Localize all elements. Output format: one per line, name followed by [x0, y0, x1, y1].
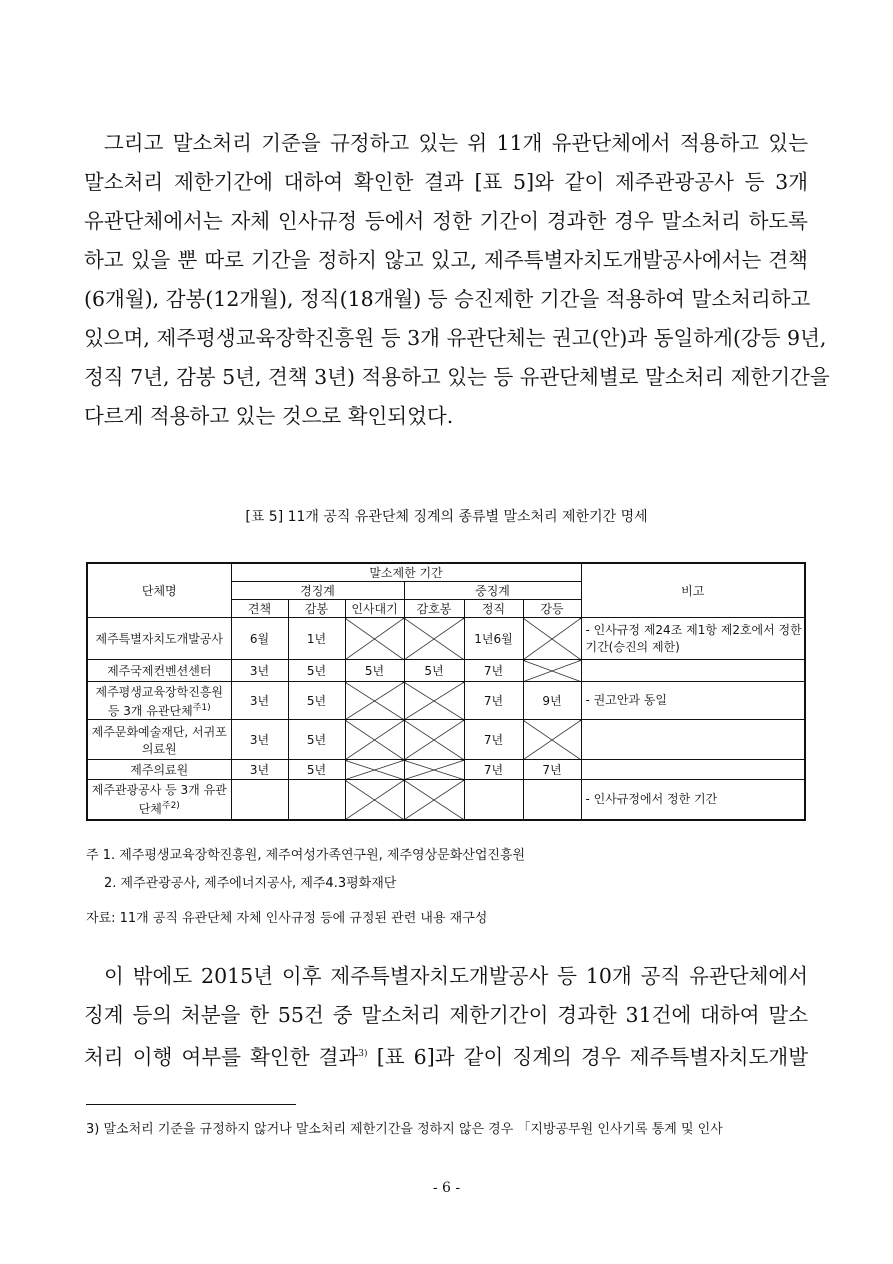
cell [523, 780, 581, 820]
row-org: 제주국제컨벤션센터 [87, 660, 231, 682]
table-row [87, 780, 805, 820]
cell [464, 780, 523, 820]
cross-cell [523, 618, 581, 660]
cell: 3년 [231, 720, 288, 760]
header-org: 단체명 [87, 563, 231, 618]
cell: 5년 [288, 660, 345, 682]
header-period: 말소제한 기간 [231, 563, 581, 582]
cross-cell [404, 720, 464, 760]
cell: 7년 [464, 660, 523, 682]
table-row [87, 618, 805, 660]
footnote: 3) 말소처리 기준을 규정하지 않거나 말소처리 제한기간을 정하지 않은 경우 「지방공무원 인사기록 통계 및 인사 [86, 1122, 723, 1137]
paragraph-line: 있으며, 제주평생교육장학진흥원 등 3개 유관단체는 권고(안)과 동일하게(강등 9년, [84, 326, 827, 350]
paragraph-line: 이 밖에도 2015년 이후 제주특별자치도개발공사 등 10개 공직 유관단체에서 [104, 964, 808, 988]
paragraph-line: (6개월), 감봉(12개월), 정직(18개월) 등 승진제한 기간을 적용하여 말소처리하고 [84, 287, 811, 311]
cross-cell [345, 720, 404, 760]
table-note-1: 주 1. 제주평생교육장학진흥원, 제주여성가족연구원, 제주영상문화산업진흥원 [86, 848, 526, 863]
cell: 3년 [231, 660, 288, 682]
paragraph-line: 말소처리 제한기간에 대하여 확인한 결과 [표 5]와 같이 제주관광공사 등 3개 [84, 170, 808, 194]
cell: 3년 [231, 682, 288, 720]
row-remark [581, 720, 805, 760]
cell: 5년 [404, 660, 464, 682]
header-col: 감호봉 [404, 600, 464, 618]
body-paragraph-2 [84, 957, 808, 1077]
table-row [87, 720, 805, 760]
row-org-footnote: 주1) [192, 702, 211, 713]
table-note-2: 2. 제주관광공사, 제주에너지공사, 제주4.3평화재단 [104, 876, 397, 891]
table-row [87, 660, 805, 682]
paragraph-line: 그리고 말소처리 기준을 규정하고 있는 위 11개 유관단체에서 적용하고 있는 [104, 131, 808, 155]
row-remark: - 인사규정에서 정한 기간 [581, 780, 805, 820]
page-number: - 6 - [432, 1180, 461, 1196]
cell: 7년 [464, 720, 523, 760]
row-remark: - 권고안과 동일 [581, 682, 805, 720]
cross-cell [523, 660, 581, 682]
cross-cell [345, 618, 404, 660]
row-org: 제주특별자치도개발공사 [87, 618, 231, 660]
cross-cell [523, 720, 581, 760]
cell: 5년 [288, 720, 345, 760]
row-org [87, 780, 231, 820]
header-remarks: 비고 [581, 563, 805, 618]
cell [288, 780, 345, 820]
cell [231, 780, 288, 820]
row-remark: - 인사규정 제24조 제1항 제2호에서 정한 기간(승진의 제한) [581, 618, 805, 660]
cell: 9년 [523, 682, 581, 720]
row-org: 제주문화예술재단, 서귀포의료원 [87, 720, 231, 760]
header-light: 경징계 [231, 582, 404, 600]
paragraph-line: 다르게 적용하고 있는 것으로 확인되었다. [84, 404, 454, 428]
line-text: [표 6]과 같이 징계의 경우 제주특별자치도개발 [367, 1044, 809, 1069]
cell: 1년6월 [464, 618, 523, 660]
paragraph-line: 징계 등의 처분을 한 55건 중 말소처리 제한기간이 경과한 31건에 대하여 말소 [84, 1003, 808, 1027]
footnote-ref[interactable]: 3) [358, 1049, 368, 1059]
cell: 3년 [231, 760, 288, 780]
cross-cell [345, 780, 404, 820]
table-row [87, 760, 805, 780]
row-org [87, 682, 231, 720]
header-heavy: 중징계 [404, 582, 581, 600]
cell: 1년 [288, 618, 345, 660]
row-org-text: 제주평생교육장학진흥원 등 3개 유관단체 [95, 684, 223, 718]
cell: 7년 [464, 682, 523, 720]
discipline-table [86, 562, 804, 821]
cell: 5년 [288, 682, 345, 720]
paragraph-line: 정직 7년, 감봉 5년, 견책 3년) 적용하고 있는 등 유관단체별로 말소처리 제한기간을 [84, 365, 830, 389]
paragraph-line: 유관단체에서는 자체 인사규정 등에서 정한 기간이 경과한 경우 말소처리 하도록 [84, 209, 808, 233]
cross-cell [404, 682, 464, 720]
cell: 5년 [288, 760, 345, 780]
cross-cell [404, 760, 464, 780]
header-col: 강등 [523, 600, 581, 618]
footnote-divider [86, 1104, 296, 1105]
table-source: 자료: 11개 공직 유관단체 자체 인사규정 등에 규정된 관련 내용 재구성 [86, 911, 488, 926]
header-col: 정직 [464, 600, 523, 618]
cross-cell [345, 682, 404, 720]
line-text: 처리 이행 여부를 확인한 결과 [84, 1044, 359, 1069]
paragraph-line: 하고 있을 뿐 따로 기간을 정하지 않고 있고, 제주특별자치도개발공사에서는 견책 [84, 248, 808, 272]
row-remark [581, 760, 805, 780]
body-paragraph-1 [84, 124, 830, 436]
table-caption: [표 5] 11개 공직 유관단체 징계의 종류별 말소처리 제한기간 명세 [245, 509, 648, 525]
table-row [87, 682, 805, 720]
header-col: 감봉 [288, 600, 345, 618]
row-org-footnote: 주2) [161, 801, 180, 812]
header-col: 인사대기 [345, 600, 404, 618]
cell: 7년 [523, 760, 581, 780]
cell: 7년 [464, 760, 523, 780]
row-org: 제주의료원 [87, 760, 231, 780]
row-org-text: 제주관광공사 등 3개 유관단체 [91, 783, 227, 817]
cross-cell [345, 760, 404, 780]
row-remark [581, 660, 805, 682]
cell: 6월 [231, 618, 288, 660]
cross-cell [404, 618, 464, 660]
header-col: 견책 [231, 600, 288, 618]
cross-cell [404, 780, 464, 820]
cell: 5년 [345, 660, 404, 682]
paragraph-line [84, 1035, 808, 1077]
